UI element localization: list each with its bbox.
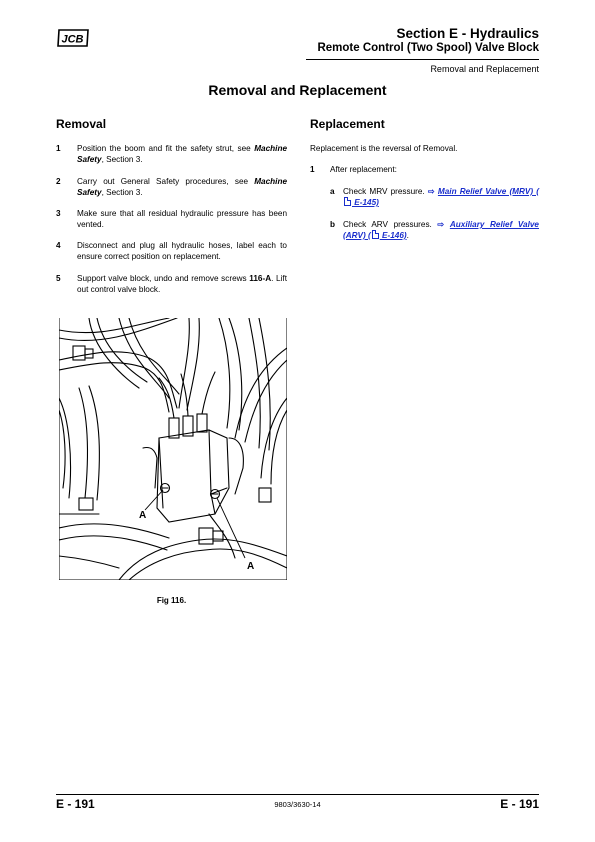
topic-label: Removal and Replacement bbox=[430, 64, 539, 74]
replacement-heading: Replacement bbox=[310, 117, 385, 131]
arrow-icon: ⇨ bbox=[437, 220, 445, 229]
replacement-step: 1 After replacement: bbox=[310, 165, 397, 174]
page-number-right: E - 191 bbox=[500, 797, 539, 811]
arv-link[interactable]: Auxiliary Relief Valve (ARV) ( E-146) bbox=[343, 220, 539, 240]
replacement-substep: b Check ARV pressures. ⇨ Auxiliary Relief Valve (ARV) ( E-146). bbox=[330, 220, 539, 240]
mrv-link[interactable]: Main Relief Valve (MRV) ( E-145) bbox=[343, 187, 539, 207]
page-icon bbox=[372, 230, 379, 239]
valve-block-illustration bbox=[59, 318, 287, 580]
removal-heading: Removal bbox=[56, 117, 107, 131]
footer-rule bbox=[56, 794, 539, 795]
document-number: 9803/3630-14 bbox=[274, 800, 321, 809]
removal-step: 2 Carry out General Safety procedures, see Machine Safety, Section 3. bbox=[56, 177, 287, 197]
page-number-left: E - 191 bbox=[56, 797, 95, 811]
svg-text:JCB: JCB bbox=[61, 33, 84, 46]
page-title: Removal and Replacement bbox=[208, 82, 387, 98]
removal-step: 4 Disconnect and plug all hydraulic hoses, label each to ensure correct position on replacement. bbox=[56, 241, 287, 261]
replacement-substep: a Check MRV pressure. ⇨ Main Relief Valve (MRV) ( E-145) bbox=[330, 187, 539, 207]
jcb-logo bbox=[56, 28, 90, 48]
removal-step: 5 Support valve block, undo and remove screws 116-A. Lift out control valve block. bbox=[56, 274, 287, 294]
section-title: Section E - Hydraulics bbox=[396, 26, 539, 41]
page-icon bbox=[344, 197, 351, 206]
arrow-icon: ⇨ bbox=[427, 187, 435, 196]
removal-step: 3 Make sure that all residual hydraulic pressure has been vented. bbox=[56, 209, 287, 229]
callout-a: A bbox=[139, 510, 147, 521]
callout-a: A bbox=[247, 561, 255, 572]
removal-step: 1 Position the boom and fit the safety strut, see Machine Safety, Section 3. bbox=[56, 144, 287, 164]
figure-caption: Fig 116. bbox=[156, 596, 187, 605]
header-rule bbox=[306, 59, 539, 60]
replacement-intro: Replacement is the reversal of Removal. bbox=[310, 144, 458, 153]
section-subtitle: Remote Control (Two Spool) Valve Block bbox=[317, 42, 539, 54]
